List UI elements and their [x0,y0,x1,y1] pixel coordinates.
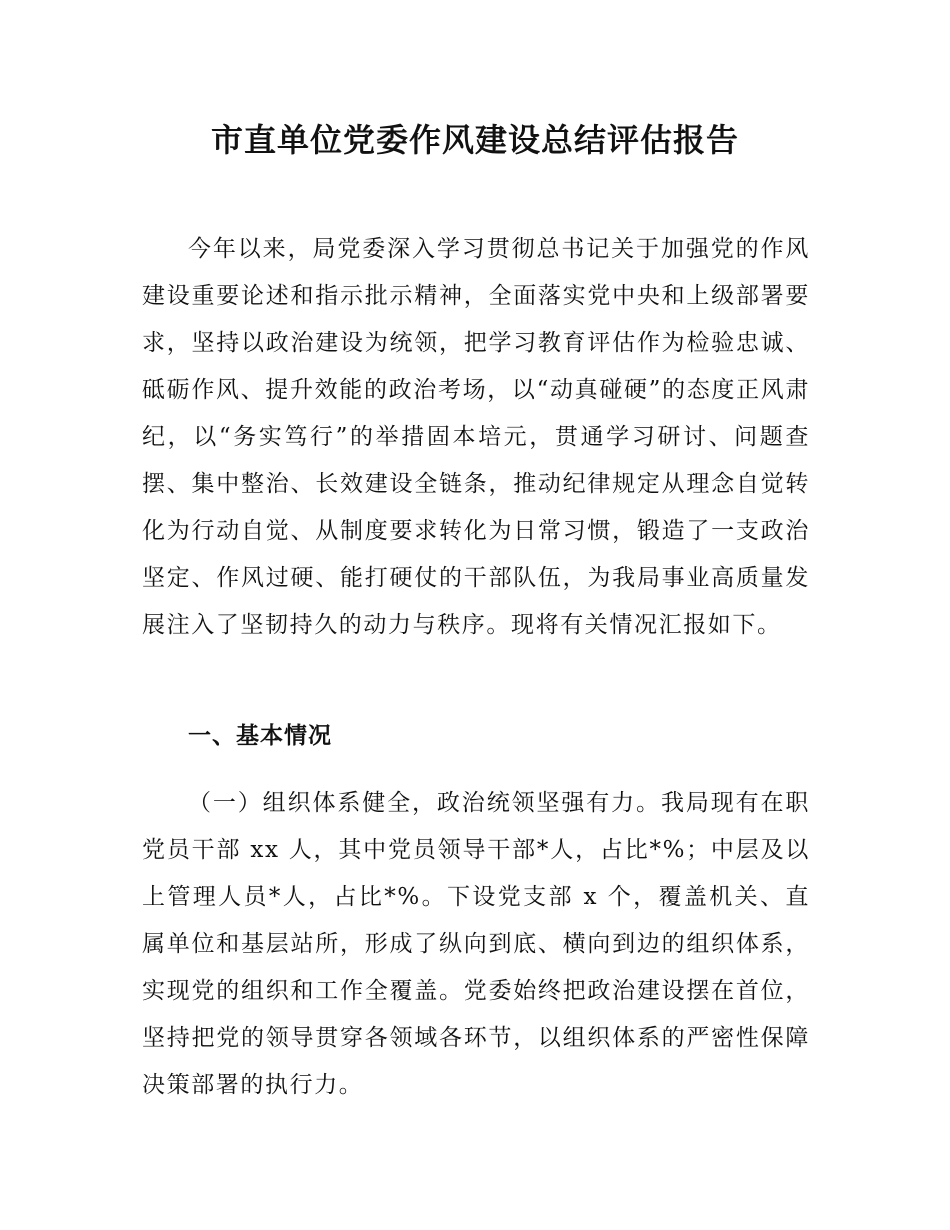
document-title: 市直单位党委作风建设总结评估报告 [210,121,739,159]
intro-paragraph: 今年以来，局党委深入学习贯彻总书记关于加强党的作风建设重要论述和指示批示精神，全面落实党中央和上级部署要求，坚持以政治建设为统领，把学习教育评估作为检验忠诚、砥砺作风、提升效能的政治考场，以“动真碰硬”的态度正风肃纪，以“务实笃行”的举措固本培元，贯通学习研讨、问题查摆、集中整治、长效建设全链条，推动纪律规定从理念自觉转化为行动自觉、从制度要求转化为日常习惯，锻造了一支政治坚定、作风过硬、能打硬仗的干部队伍，为我局事业高质量发展注入了坚韧持久的动力与秩序。现将有关情况汇报如下。 [142,236,810,638]
section1-paragraph: （一）组织体系健全，政治统领坚强有力。我局现有在职党员干部 xx 人，其中党员领导干部*人，占比*%；中层及以上管理人员*人，占比*%。下设党支部 x 个，覆盖机关、直属单位和基层站所，形成了纵向到底、横向到边的组织体系，实现党的组织和工作全覆盖。党委始终把政治建设摆在首位，坚持把党的领导贯穿各领域各环节，以组织体系的严密性保障决策部署的执行力。 [142,790,810,1098]
section-heading-basic-situation: 一、基本情况 [188,722,332,749]
